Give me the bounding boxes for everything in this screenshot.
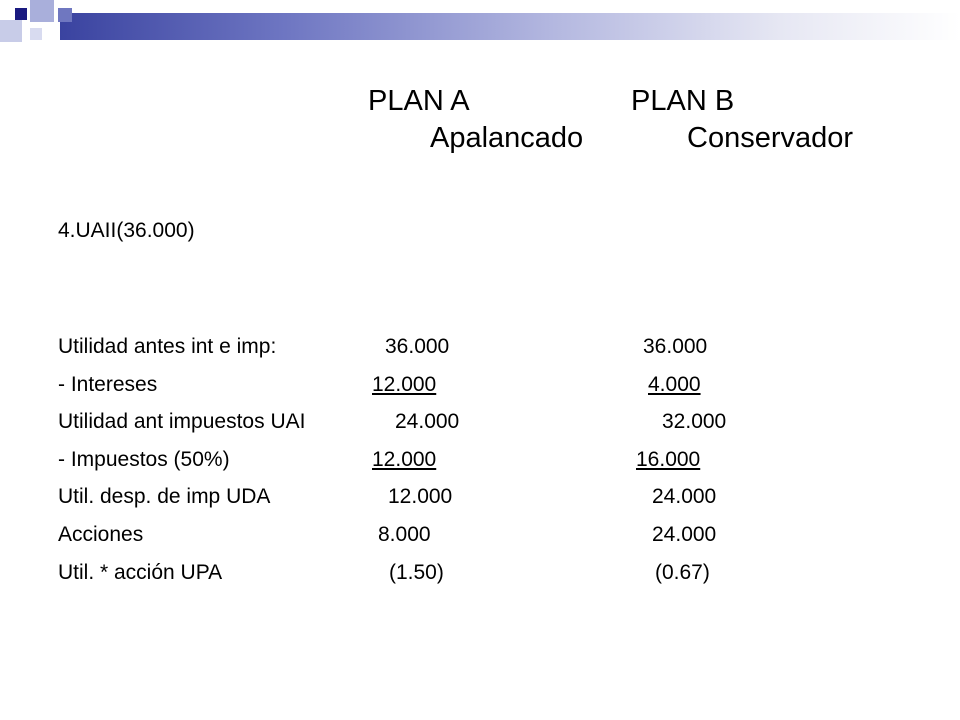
row-value-plan-a: (1.50) bbox=[389, 561, 444, 584]
row-value-plan-b: (0.67) bbox=[655, 561, 710, 584]
decor-square-medium bbox=[30, 0, 54, 22]
decor-square-pale bbox=[30, 28, 42, 40]
row-value-plan-b: 32.000 bbox=[662, 410, 727, 433]
table-row bbox=[0, 523, 960, 553]
row-value-plan-a: 12.000 bbox=[372, 448, 437, 471]
row-label: - Impuestos (50%) bbox=[58, 448, 230, 471]
heading-plan-a-subtitle: Apalancado bbox=[430, 122, 584, 154]
row-value-plan-a: 24.000 bbox=[395, 410, 460, 433]
decor-gradient-bar bbox=[60, 13, 960, 40]
row-label: Util. * acción UPA bbox=[58, 561, 223, 584]
row-label: - Intereses bbox=[58, 373, 158, 396]
decor-square-dark bbox=[15, 8, 27, 20]
decor-square-light bbox=[0, 20, 22, 42]
row-value-plan-b: 24.000 bbox=[652, 523, 717, 546]
heading-plan-b: PLAN B bbox=[631, 85, 735, 117]
row-value-plan-a: 12.000 bbox=[388, 485, 453, 508]
heading-plan-a: PLAN A bbox=[368, 85, 470, 117]
heading-plan-b-subtitle: Conservador bbox=[687, 122, 854, 154]
row-value-plan-a: 8.000 bbox=[378, 523, 431, 546]
row-label: Utilidad ant impuestos UAI bbox=[58, 410, 306, 433]
table-row bbox=[0, 561, 960, 591]
table-row bbox=[0, 373, 960, 403]
intro-text: 4.UAII(36.000) bbox=[58, 219, 195, 242]
row-value-plan-b: 16.000 bbox=[636, 448, 701, 471]
table-row bbox=[0, 448, 960, 478]
table-row bbox=[0, 335, 960, 365]
row-label: Acciones bbox=[58, 523, 144, 546]
row-label: Utilidad antes int e imp: bbox=[58, 335, 277, 358]
row-value-plan-b: 36.000 bbox=[643, 335, 708, 358]
row-value-plan-a: 12.000 bbox=[372, 373, 437, 396]
table-row bbox=[0, 485, 960, 515]
table-row bbox=[0, 410, 960, 440]
row-label: Util. desp. de imp UDA bbox=[58, 485, 271, 508]
row-value-plan-b: 4.000 bbox=[648, 373, 701, 396]
row-value-plan-b: 24.000 bbox=[652, 485, 717, 508]
decor-square-accent bbox=[58, 8, 72, 22]
row-value-plan-a: 36.000 bbox=[385, 335, 450, 358]
